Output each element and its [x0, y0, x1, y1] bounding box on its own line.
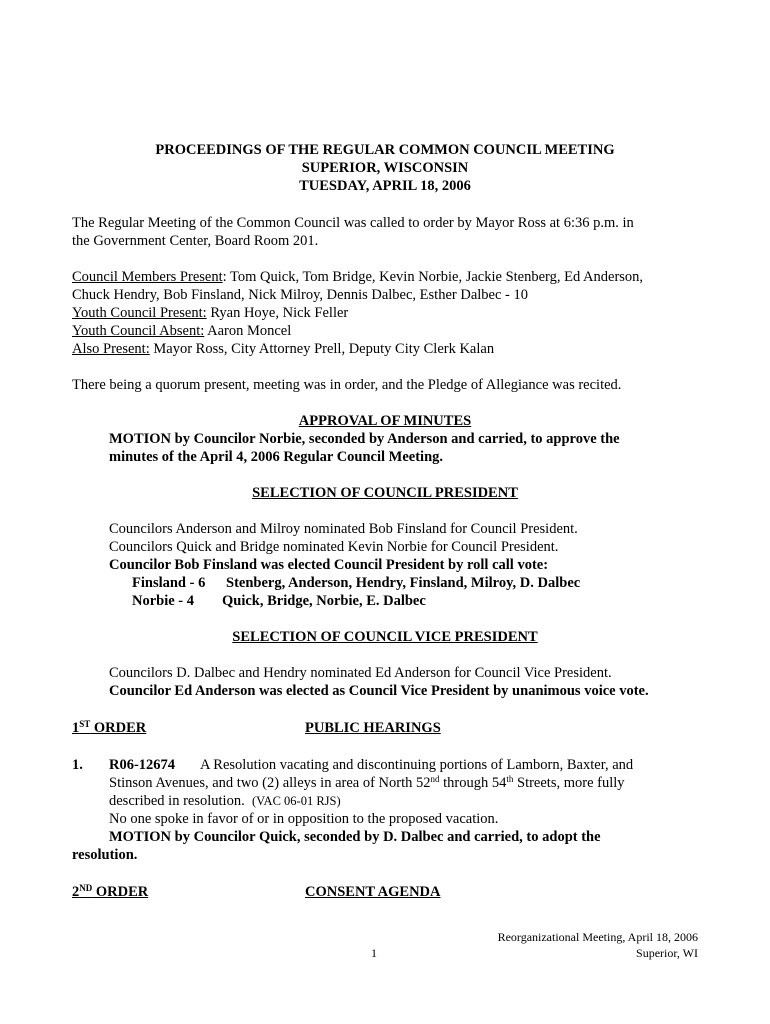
public-comment-note: No one spoke in favor of or in opposition to the proposed vacation. [109, 811, 499, 827]
item-motion-line-1: MOTION by Councilor Quick, seconded by D. Dalbec and carried, to adopt the [109, 829, 601, 845]
resolution-code: R06-12674 [109, 757, 176, 773]
footer-location: Superior, WI [636, 946, 698, 960]
also-present [72, 340, 494, 358]
first-order-label: 1ST ORDER [72, 719, 147, 736]
vote-norbie-name: Norbie - 4 [132, 593, 195, 609]
vote-finsland-list: Stenberg, Anderson, Hendry, Finsland, Milroy, D. Dalbec [226, 575, 581, 591]
youth-absent-label: Youth Council Absent: [72, 323, 205, 339]
intro-line-2: the Government Center, Board Room 201. [72, 233, 319, 249]
youth-present-label: Youth Council Present: [72, 305, 207, 321]
vice-president-nomination: Councilors D. Dalbec and Hendry nominated Ed Anderson for Council Vice President. [109, 665, 612, 681]
intro-line-1: The Regular Meeting of the Common Council was called to order by Mayor Ross at 6:36 p.m. in [72, 215, 634, 231]
resolution-text-1: A Resolution vacating and discontinuing portions of Lamborn, Baxter, and [200, 757, 634, 773]
document-date: TUESDAY, APRIL 18, 2006 [299, 178, 471, 194]
president-nomination-2: Councilors Quick and Bridge nominated Kevin Norbie for Council President. [109, 539, 559, 555]
vote-finsland-name: Finsland - 6 [132, 575, 206, 591]
minutes-motion-line-2: minutes of the April 4, 2006 Regular Council Meeting. [109, 449, 444, 465]
item-number: 1. [72, 757, 83, 773]
president-election-result: Councilor Bob Finsland was elected Council President by roll call vote: [109, 557, 549, 573]
youth-present-value: Ryan Hoye, Nick Feller [206, 305, 349, 321]
document-location: SUPERIOR, WISCONSIN [301, 160, 469, 176]
resolution-text-2: Stinson Avenues, and two (2) alleys in area of North 52nd through 54th Streets, more fully [109, 774, 625, 791]
document-title: PROCEEDINGS OF THE REGULAR COMMON COUNCIL MEETING [155, 142, 615, 158]
approval-of-minutes-heading: APPROVAL OF MINUTES [298, 413, 472, 429]
public-hearings-heading: PUBLIC HEARINGS [305, 720, 441, 736]
second-order-label: 2ND ORDER [72, 883, 149, 900]
youth-council-absent [72, 322, 291, 340]
footer-meeting: Reorganizational Meeting, April 18, 2006 [497, 930, 698, 944]
consent-agenda-heading: CONSENT AGENDA [305, 884, 441, 900]
minutes-motion-line-1: MOTION by Councilor Norbie, seconded by Anderson and carried, to approve the [109, 431, 620, 447]
also-present-value: Mayor Ross, City Attorney Prell, Deputy City Clerk Kalan [149, 341, 495, 357]
youth-council-present [72, 304, 348, 322]
council-members-list-2: Chuck Hendry, Bob Finsland, Nick Milroy, Dennis Dalbec, Esther Dalbec - 10 [72, 287, 528, 303]
council-president-heading: SELECTION OF COUNCIL PRESIDENT [252, 485, 518, 501]
council-members-present [72, 268, 643, 286]
resolution-text-3: described in resolution. (VAC 06-01 RJS) [109, 793, 341, 809]
vote-norbie-list: Quick, Bridge, Norbie, E. Dalbec [222, 593, 426, 609]
council-vice-president-heading: SELECTION OF COUNCIL VICE PRESIDENT [232, 629, 538, 645]
president-nomination-1: Councilors Anderson and Milroy nominated Bob Finsland for Council President. [109, 521, 578, 537]
vice-president-election-result: Councilor Ed Anderson was elected as Council Vice President by unanimous voice vote. [109, 683, 649, 699]
vacation-reference: (VAC 06-01 RJS) [251, 794, 341, 808]
page-number: 1 [371, 946, 377, 960]
also-present-label: Also Present: [72, 341, 150, 357]
council-members-label: Council Members Present [72, 269, 223, 285]
youth-absent-value: Aaron Moncel [204, 323, 292, 339]
quorum-statement: There being a quorum present, meeting was in order, and the Pledge of Allegiance was recited. [72, 377, 622, 393]
item-motion-line-2: resolution. [72, 847, 138, 863]
council-members-list-1: : Tom Quick, Tom Bridge, Kevin Norbie, Jackie Stenberg, Ed Anderson, [222, 269, 644, 285]
